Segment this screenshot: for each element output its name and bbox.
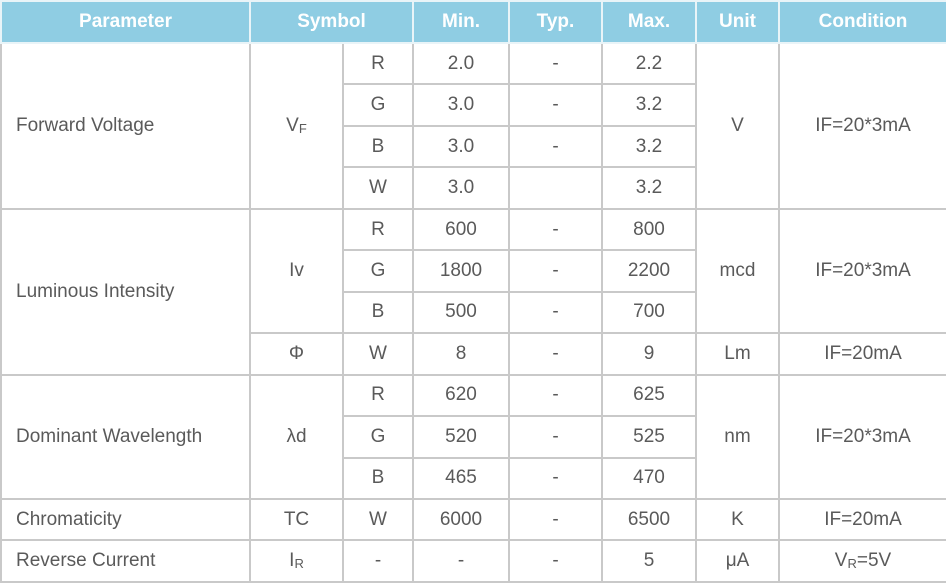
min-cell: 6000 — [413, 499, 509, 540]
unit-chromaticity: K — [696, 499, 779, 540]
header-typ: Typ. — [509, 1, 602, 43]
condition-flux: IF=20mA — [779, 333, 946, 374]
color-cell: B — [343, 126, 413, 167]
header-condition: Condition — [779, 1, 946, 43]
min-cell: 8 — [413, 333, 509, 374]
max-cell: 3.2 — [602, 167, 696, 208]
color-cell: - — [343, 540, 413, 582]
table-row — [1, 499, 946, 540]
condition-reverse-current: VR=5V — [779, 540, 946, 582]
header-symbol: Symbol — [250, 1, 413, 43]
min-cell: 3.0 — [413, 167, 509, 208]
condition-forward-voltage: IF=20*3mA — [779, 43, 946, 209]
color-cell: G — [343, 416, 413, 457]
min-cell: 3.0 — [413, 84, 509, 125]
symbol-luminous-intensity: Iv — [250, 209, 343, 333]
color-cell: B — [343, 292, 413, 333]
header-max: Max. — [602, 1, 696, 43]
unit-luminous-intensity: mcd — [696, 209, 779, 333]
table-row — [1, 43, 946, 84]
max-cell: 525 — [602, 416, 696, 457]
condition-chromaticity: IF=20mA — [779, 499, 946, 540]
param-forward-voltage: Forward Voltage — [1, 43, 250, 209]
min-cell: - — [413, 540, 509, 582]
param-dominant-wavelength: Dominant Wavelength — [1, 375, 250, 499]
symbol-forward-voltage: VF — [250, 43, 343, 209]
min-cell: 2.0 — [413, 43, 509, 84]
typ-cell: - — [509, 458, 602, 499]
symbol-dominant-wavelength: λd — [250, 375, 343, 499]
typ-cell: - — [509, 43, 602, 84]
min-cell: 1800 — [413, 250, 509, 291]
param-luminous-intensity: Luminous Intensity — [1, 209, 250, 375]
param-chromaticity: Chromaticity — [1, 499, 250, 540]
typ-cell: - — [509, 292, 602, 333]
max-cell: 5 — [602, 540, 696, 582]
min-cell: 465 — [413, 458, 509, 499]
color-cell: G — [343, 250, 413, 291]
table-row — [1, 375, 946, 416]
table-row — [1, 209, 946, 250]
unit-reverse-current: μA — [696, 540, 779, 582]
min-cell: 3.0 — [413, 126, 509, 167]
typ-cell: - — [509, 333, 602, 374]
color-cell: G — [343, 84, 413, 125]
table-row — [1, 540, 946, 582]
param-reverse-current: Reverse Current — [1, 540, 250, 582]
symbol-flux: Φ — [250, 333, 343, 374]
header-unit: Unit — [696, 1, 779, 43]
unit-dominant-wavelength: nm — [696, 375, 779, 499]
max-cell: 625 — [602, 375, 696, 416]
typ-cell: - — [509, 84, 602, 125]
max-cell: 9 — [602, 333, 696, 374]
typ-cell: - — [509, 126, 602, 167]
condition-dominant-wavelength: IF=20*3mA — [779, 375, 946, 499]
typ-cell: - — [509, 540, 602, 582]
color-cell: W — [343, 333, 413, 374]
max-cell: 700 — [602, 292, 696, 333]
typ-cell: - — [509, 209, 602, 250]
color-cell: B — [343, 458, 413, 499]
min-cell: 520 — [413, 416, 509, 457]
max-cell: 6500 — [602, 499, 696, 540]
condition-luminous-intensity: IF=20*3mA — [779, 209, 946, 333]
min-cell: 600 — [413, 209, 509, 250]
max-cell: 2.2 — [602, 43, 696, 84]
typ-cell — [509, 167, 602, 208]
max-cell: 3.2 — [602, 126, 696, 167]
color-cell: W — [343, 499, 413, 540]
typ-cell: - — [509, 416, 602, 457]
min-cell: 500 — [413, 292, 509, 333]
header-parameter: Parameter — [1, 1, 250, 43]
max-cell: 2200 — [602, 250, 696, 291]
symbol-chromaticity: TC — [250, 499, 343, 540]
unit-flux: Lm — [696, 333, 779, 374]
max-cell: 470 — [602, 458, 696, 499]
header-row — [1, 1, 946, 43]
color-cell: W — [343, 167, 413, 208]
color-cell: R — [343, 375, 413, 416]
max-cell: 3.2 — [602, 84, 696, 125]
max-cell: 800 — [602, 209, 696, 250]
symbol-reverse-current: IR — [250, 540, 343, 582]
unit-forward-voltage: V — [696, 43, 779, 209]
color-cell: R — [343, 209, 413, 250]
typ-cell: - — [509, 499, 602, 540]
color-cell: R — [343, 43, 413, 84]
header-min: Min. — [413, 1, 509, 43]
typ-cell: - — [509, 250, 602, 291]
typ-cell: - — [509, 375, 602, 416]
min-cell: 620 — [413, 375, 509, 416]
